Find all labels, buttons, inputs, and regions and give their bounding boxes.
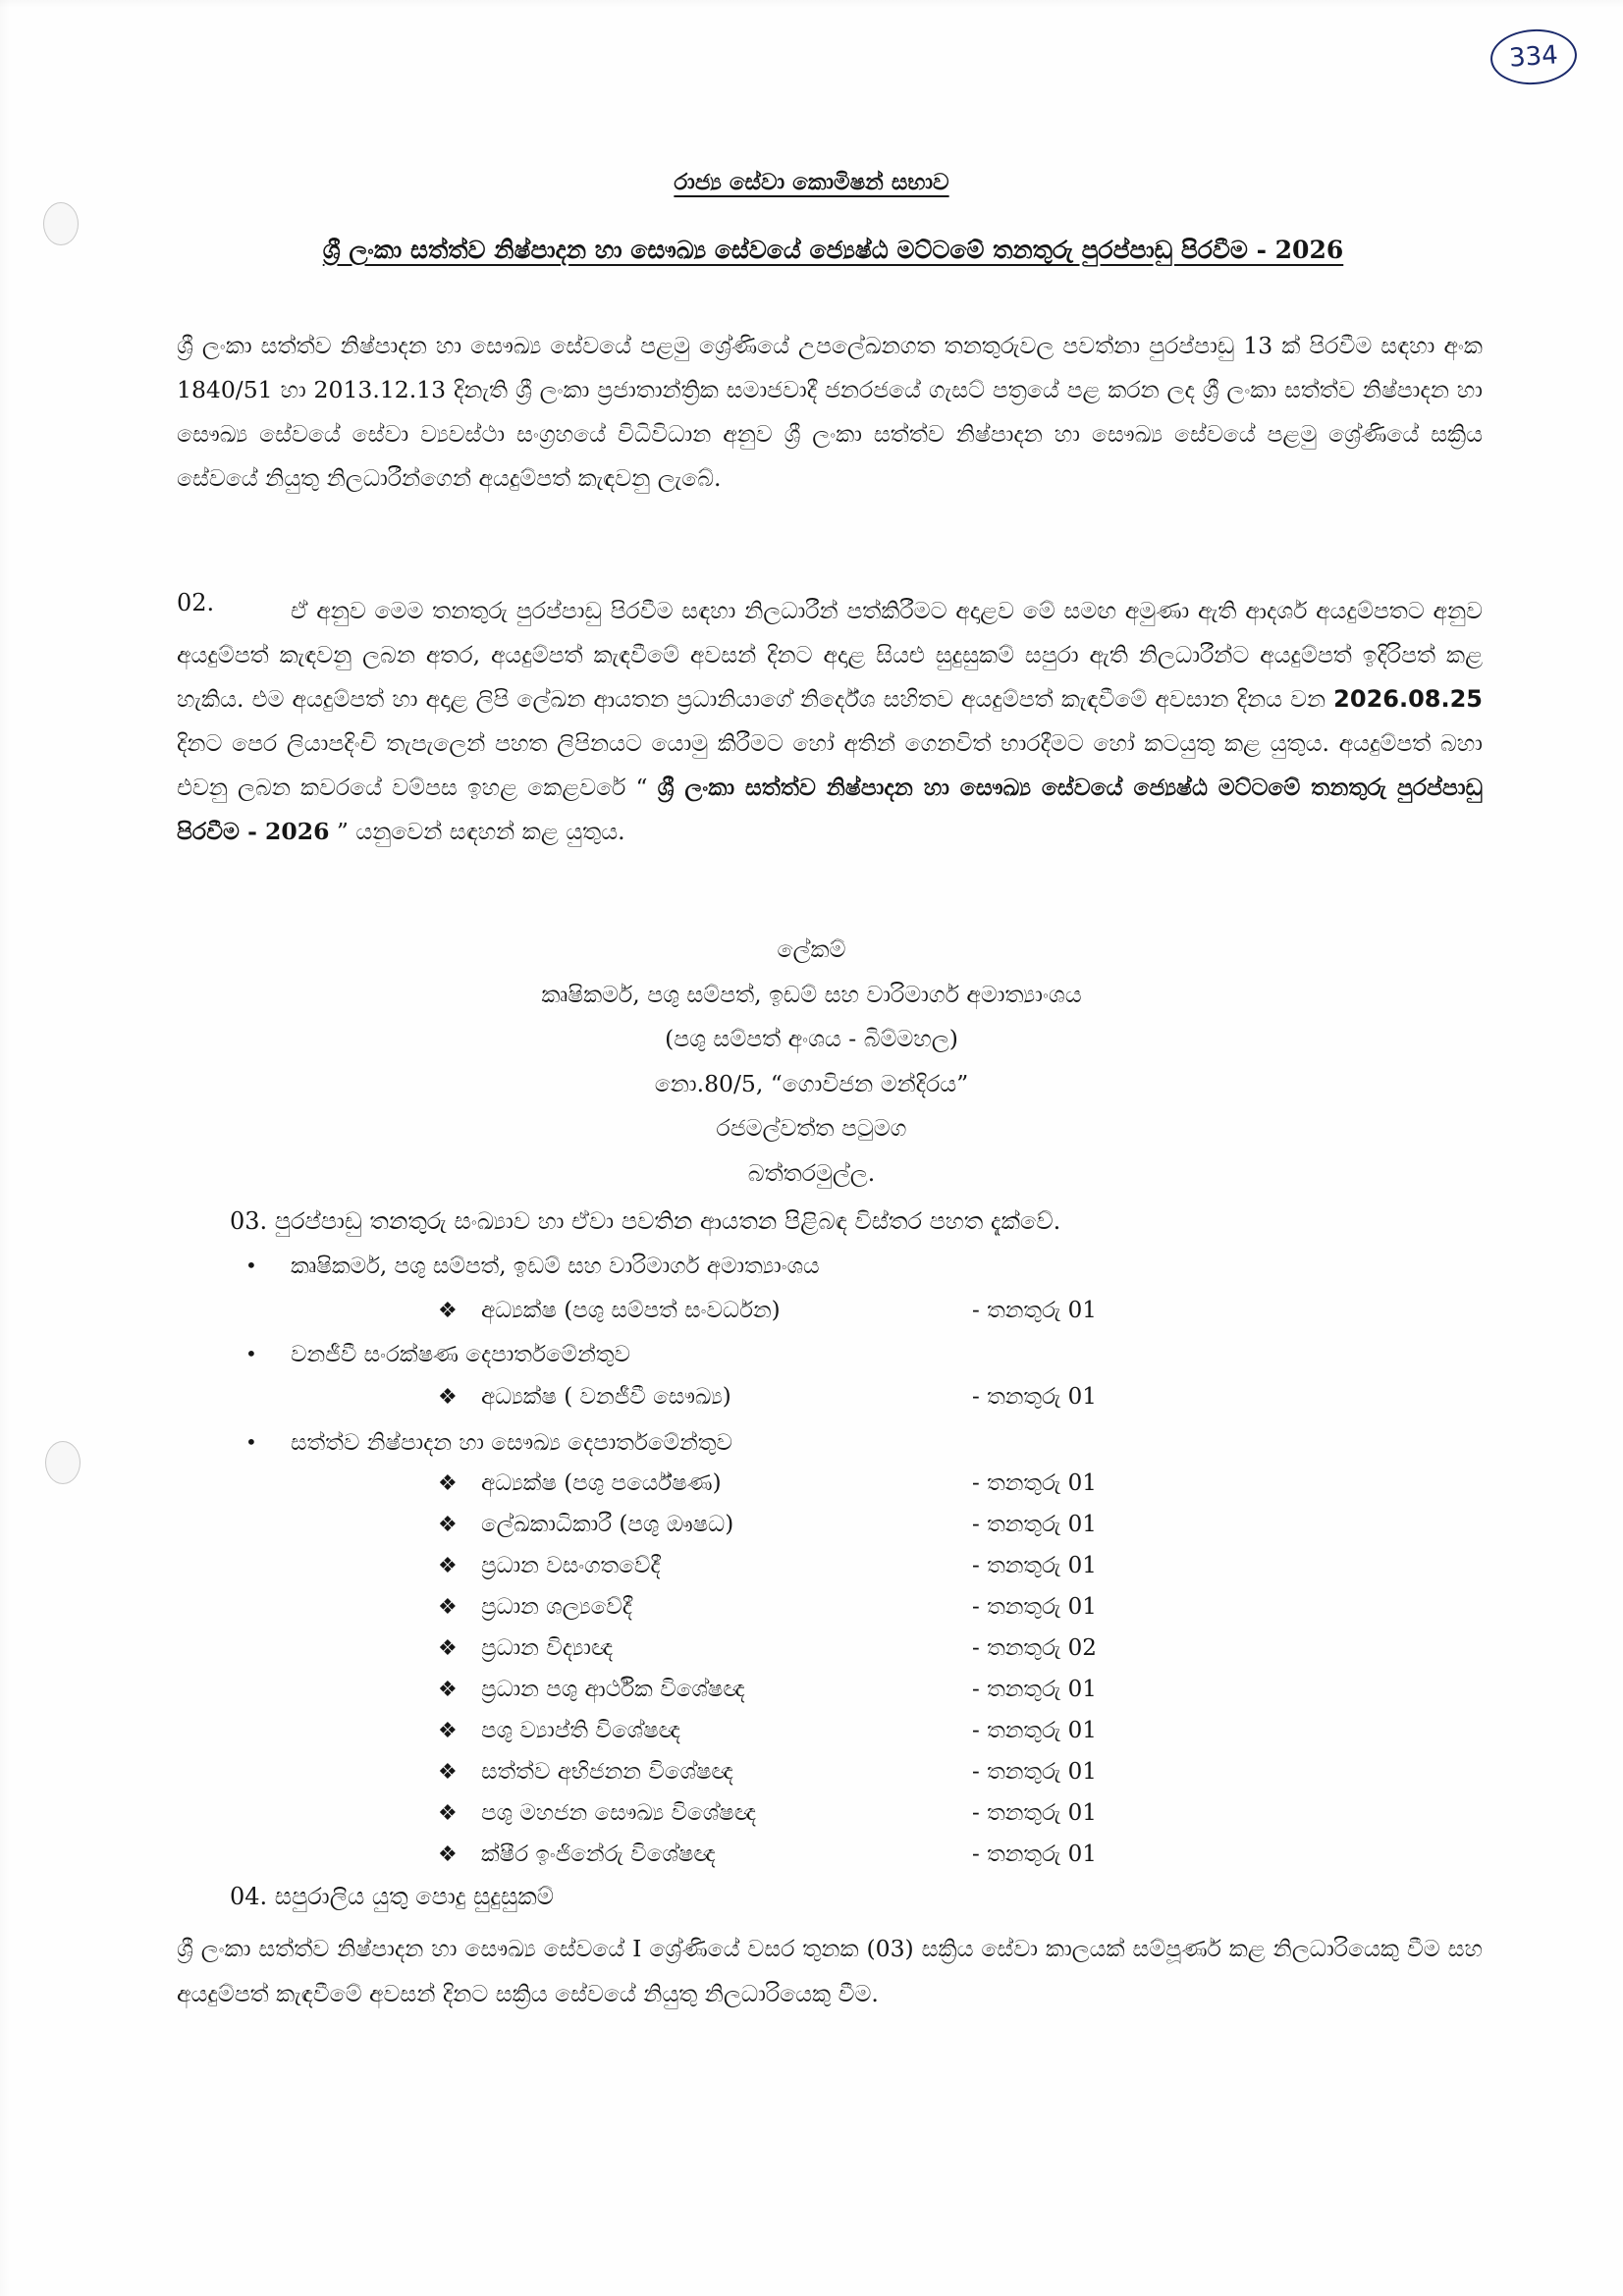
para2-text-b: දිනට පෙර ලියාපදිංචි තැපැලෙන් පහත ලිපිනයට යොමු කිරීමට හෝ අතින් ගෙනවිත් භාරදීමට හෝ කටයුතු කළ යුතුය. අයදුම්පත් බහා එවනු ලබන කවරයේ වම්පස ඉහළ කෙළවරේ “	[177, 729, 1483, 801]
diamond-bullet-icon: ❖	[438, 1299, 458, 1323]
post-item	[438, 1510, 1184, 1540]
commission-heading: රාජ්‍ය සේවා කොමිෂන් සභාව	[674, 169, 949, 195]
address-line: (පශු සම්පත් අංශය - බිම්මහල)	[665, 1025, 958, 1052]
post-count: - තනතුරු 01	[972, 1759, 1097, 1785]
post-name: පශු ව්‍යාප්ති විශේෂඥ	[481, 1718, 680, 1743]
post-name: අධ්‍යක්ෂ ( වනජීවී සෞඛ්‍ය)	[481, 1384, 731, 1410]
post-count: - තනතුරු 02	[972, 1635, 1097, 1661]
diamond-bullet-icon: ❖	[438, 1719, 458, 1743]
post-count: - තනතුරු 01	[972, 1594, 1097, 1620]
post-item	[438, 1840, 1184, 1870]
post-name: ප්‍රධාන විද්‍යාඥ	[481, 1635, 614, 1661]
address-line: රජමල්වත්ත පටුමග	[716, 1114, 907, 1142]
diamond-bullet-icon: ❖	[438, 1385, 458, 1410]
post-count: - තනතුරු 01	[972, 1718, 1097, 1743]
address-line: නො.80/5, “ගොවිජන මන්දිරය”	[654, 1069, 969, 1097]
post-count: - තනතුරු 01	[972, 1842, 1097, 1867]
page-number-stamp: 334	[1488, 27, 1579, 87]
diamond-bullet-icon: ❖	[438, 1801, 458, 1826]
paragraph-application-instructions	[177, 589, 1483, 854]
post-count: - තනතුරු 01	[972, 1800, 1097, 1826]
post-item	[438, 1633, 1184, 1664]
bullet-icon: •	[245, 1254, 257, 1277]
post-name: ප්‍රධාන පශු ආර්ථික විශේෂඥ	[481, 1677, 745, 1702]
section-04-text: ශ්‍රී ලංකා සත්ත්ව නිෂ්පාදන හා සෞඛ්‍ය සේවයේ I ශ්‍රේණියේ වසර තුනක (03) සක්‍රිය සේවා කාලයක් සම්පූර්ණ කළ නිලධාරියෙකු වීම සහ අයදුම්පත් කැඳවීමේ අවසන් දිනට සක්‍රිය සේවයේ නියුතු නිලධාරියෙකු වීම.	[177, 1935, 1483, 2007]
post-item	[438, 1468, 1184, 1499]
post-item	[438, 1551, 1184, 1581]
bullet-icon: •	[245, 1430, 257, 1454]
post-count: - තනතුරු 01	[972, 1677, 1097, 1702]
post-count: - තනතුරු 01	[972, 1298, 1097, 1323]
post-count: - තනතුරු 01	[972, 1553, 1097, 1578]
paragraph-number-02: 02.	[177, 589, 215, 616]
diamond-bullet-icon: ❖	[438, 1554, 458, 1578]
post-name: අධ්‍යක්ෂ (පශු පර්යේෂණ)	[481, 1470, 722, 1496]
post-item	[438, 1675, 1184, 1705]
diamond-bullet-icon: ❖	[438, 1513, 458, 1537]
post-item	[438, 1757, 1184, 1788]
post-item	[438, 1296, 1184, 1326]
para2-text-c: ” යනුවෙන් සඳහන් කළ යුතුය.	[329, 818, 625, 845]
org-item	[245, 1427, 732, 1458]
post-name: ලේඛකාධිකාරී (පශු ඖෂධ)	[481, 1512, 734, 1537]
org-item	[245, 1251, 820, 1281]
post-item	[438, 1716, 1184, 1746]
diamond-bullet-icon: ❖	[438, 1636, 458, 1661]
org-name: සත්ත්ව නිෂ්පාදන හා සෞඛ්‍ය දෙපාර්තමේන්තුව	[291, 1430, 732, 1456]
section-03-heading: 03. පුරප්පාඩු තනතුරු සංඛ්‍යාව හා ඒවා පවතින ආයතන පිළිබඳ විස්තර පහත දැක්වේ.	[230, 1207, 1061, 1235]
post-count: - තනතුරු 01	[972, 1470, 1097, 1496]
address-line: කෘෂිකර්ම, පශු සම්පත්, ඉඩම් සහ වාරිමාර්ග අමාත්‍යාංශය	[541, 980, 1082, 1008]
bullet-icon: •	[245, 1342, 257, 1365]
post-name: ප්‍රධාන ශල්‍යවේදී	[481, 1594, 633, 1620]
address-line: බත්තරමුල්ල.	[747, 1158, 876, 1187]
diamond-bullet-icon: ❖	[438, 1842, 458, 1867]
post-name: අධ්‍යක්ෂ (පශු සම්පත් සංවර්ධන)	[481, 1298, 781, 1323]
para2-text-a: ඒ අනුව මෙම තනතුරු පුරප්පාඩු පිරවීම සඳහා නිලධාරීන් පත්කිරීමට අදාළව මේ සමඟ අමුණා ඇති ආදර්ශ අයදුම්පතට අනුව අයදුම්පත් කැඳවනු ලබන අතර, අයදුම්පත් කැඳවීමේ අවසන් දිනට අදාළ සියළු සුදුසුකම් සපුරා ඇති නිලධාරීන්ට අයදුම්පත් ඉදිරිපත් කළ හැකිය. එම අයදුම්පත් හා අදාළ ලිපි ලේඛන ආයතන ප්‍රධානියාගේ නිර්දේශ සහිතව අයදුම්පත් කැඳවීමේ අවසාන දිනය වන	[177, 597, 1483, 713]
post-name: ප්‍රධාන වසංගතවේදී	[481, 1553, 661, 1578]
diamond-bullet-icon: ❖	[438, 1760, 458, 1785]
org-item	[245, 1339, 630, 1369]
postal-address	[0, 928, 1623, 1196]
post-name: ක්ෂීර ඉංජිනේරු විශේෂඥ	[481, 1842, 716, 1867]
post-count: - තනතුරු 01	[972, 1384, 1097, 1410]
address-line: ලේකම්	[777, 935, 846, 963]
closing-date: 2026.08.25	[1333, 685, 1483, 713]
section-04-heading: 04. සපුරාලිය යුතු පොදු සුදුසුකම්	[230, 1883, 554, 1910]
diamond-bullet-icon: ❖	[438, 1471, 458, 1496]
post-name: පශු මහජන සෞඛ්‍ය විශේෂඥ	[481, 1800, 757, 1826]
envelope-title: ශ්‍රී ලංකා සත්ත්ව නිෂ්පාදන හා සෞඛ්‍ය සේවයේ ජ්‍යෙෂ්ඨ මට්ටමේ තනතුරු පුරප්පාඩු පිරවීම - 2026	[177, 774, 1483, 845]
post-item	[438, 1382, 1184, 1413]
post-item	[438, 1592, 1184, 1623]
post-item	[438, 1798, 1184, 1829]
org-name: වනජීවී සංරක්ෂණ දෙපාර්තමේන්තුව	[291, 1342, 630, 1367]
post-count: - තනතුරු 01	[972, 1512, 1097, 1537]
diamond-bullet-icon: ❖	[438, 1595, 458, 1620]
org-name: කෘෂිකර්ම, පශු සම්පත්, ඉඩම් සහ වාරිමාර්ග අමාත්‍යාංශය	[291, 1254, 820, 1279]
paragraph-intro: ශ්‍රී ලංකා සත්ත්ව නිෂ්පාදන හා සෞඛ්‍ය සේවයේ පළමු ශ්‍රේණියේ උපලේඛනගත තනතුරුවල පවත්නා පුරප්පාඩු 13 ක් පිරවීම සඳහා අංක 1840/51 හා 2013.12.13 දිනැති ශ්‍රී ලංකා ප්‍රජාතාන්ත්‍රික සමාජවාදී ජනරජයේ ගැසට් පත්‍රයේ පළ කරන ලද ශ්‍රී ලංකා සත්ත්ව නිෂ්පාදන හා සෞඛ්‍ය සේවයේ සේවා ව්‍යවස්ථා සංග්‍රහයේ විධිවිධාන අනුව ශ්‍රී ලංකා සත්ත්ව නිෂ්පාදන හා සෞඛ්‍ය සේවයේ පළමු ශ්‍රේණියේ සක්‍රිය සේවයේ නියුතු නිලධාරීන්ගෙන් අයදුම්පත් කැඳවනු ලැබේ.	[177, 332, 1483, 492]
post-name: සත්ත්ව අභිජනන විශේෂඥ	[481, 1759, 733, 1785]
diamond-bullet-icon: ❖	[438, 1678, 458, 1702]
document-title: ශ්‍රී ලංකා සත්ත්ව නිෂ්පාදන හා සෞඛ්‍ය සේවයේ ජ්‍යෙෂ්ඨ මට්ටමේ තනතුරු පුරප්පාඩු පිරවීම - 2026	[322, 236, 1344, 264]
